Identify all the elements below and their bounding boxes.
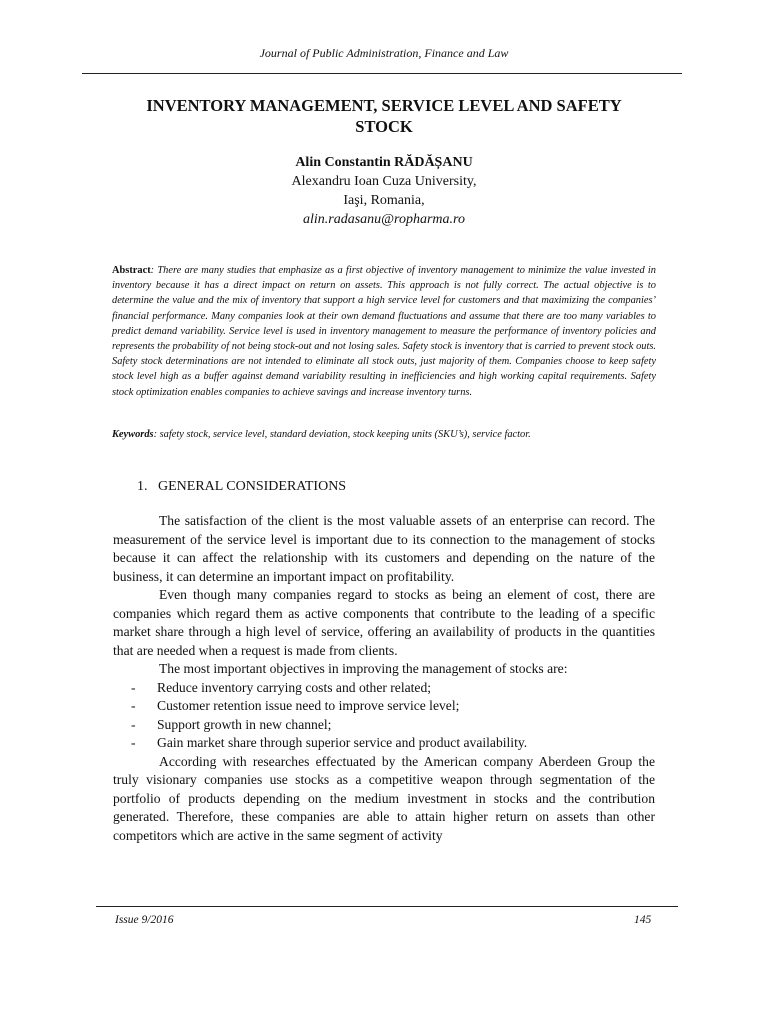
paragraph-1: The satisfaction of the client is the most valuable assets of an enterprise can record. The measurement of the service level is important due to its connection to the management of stocks because it can affect the relationship with its customers and depending on the nature of the business, it can determine an important impact on profitability.	[113, 513, 655, 584]
paper-title-line-1: INVENTORY MANAGEMENT, SERVICE LEVEL AND SAFETY	[146, 96, 622, 115]
footer-issue: Issue 9/2016	[115, 914, 174, 926]
list-item	[113, 697, 655, 716]
footer-page-number: 145	[634, 914, 652, 926]
keywords-text: : safety stock, service level, standard deviation, stock keeping units (SKU’s), service factor.	[153, 429, 531, 440]
bullet-dash: -	[131, 735, 136, 750]
paragraph-2: Even though many companies regard to stocks as being an element of cost, there are companies which regard them as active components that contribute to the leading of a specific market share through a high level of service, offering an availability of products in the quantities that are needed when a request is made from clients.	[113, 587, 655, 658]
keywords	[112, 427, 656, 442]
author-block	[0, 153, 768, 229]
section-number: 1.	[137, 479, 148, 494]
list-item-text: Reduce inventory carrying costs and other related;	[157, 679, 432, 695]
list-item	[113, 734, 655, 753]
list-item-text: Support growth in new channel;	[157, 716, 332, 732]
bullet-dash: -	[131, 679, 136, 695]
objectives-list	[113, 679, 655, 753]
keywords-label: Keywords	[112, 429, 154, 440]
bullet-dash: -	[131, 698, 136, 713]
paragraph-4: According with researches effectuated by the American company Aberdeen Group the truly visionary companies use stocks as a competitive weapon through segmentation of the portfolio of products depending on the medium investment in stocks and the contribution generated. Therefore, these companies are able to attain higher return on assets than other competitors which are active in the same segment of activity	[113, 753, 655, 843]
list-item	[113, 716, 655, 735]
abstract-text: : There are many studies that emphasize as a first objective of inventory management to minimize the value invested in inventory because it has a direct impact on return on assets. This approach is not fully correct. The actual objective is to determine the value and the mix of inventory that support a high service level for customers and that maximizing the companies’ financial performance. Many companies look at their own demand fluctuations and assume that there are too many variables to predict demand variability. Service level is used in inventory management to measure the performance of inventory policies and represents the probability of not being stock-out and not losing sales. Safety stock is inventory that is carried to prevent stock outs. Safety stock determinations are not intended to eliminate all stock outs, just majority of them. Companies choose to keep safety stock level high as a buffer against demand variability resulting in inefficiencies and high working capital requirements. Safety stock optimization enables companies to achieve savings and increase inventory turns.	[112, 265, 656, 398]
author-email[interactable]: alin.radasanu@ropharma.ro	[303, 212, 465, 227]
list-item-text: Customer retention issue need to improve service level;	[157, 698, 460, 713]
abstract	[112, 263, 656, 400]
author-location: Iaşi, Romania,	[343, 193, 425, 208]
header-rule	[82, 73, 682, 74]
paragraph-3: The most important objectives in improving the management of stocks are:	[159, 661, 568, 676]
list-item	[113, 679, 655, 698]
body-text	[113, 512, 655, 845]
author-name: Alin Constantin RĂDĂȘANU	[295, 155, 473, 170]
abstract-label: Abstract	[112, 265, 151, 276]
author-affiliation: Alexandru Ioan Cuza University,	[291, 174, 477, 189]
journal-header: Journal of Public Administration, Finance and Law	[259, 46, 509, 60]
section-heading	[137, 478, 346, 496]
paper-title	[95, 95, 673, 137]
list-item-text: Gain market share through superior service and product availability.	[157, 735, 528, 750]
paper-title-line-2: STOCK	[355, 117, 413, 136]
section-title: GENERAL CONSIDERATIONS	[158, 479, 347, 494]
footer-rule	[96, 906, 678, 907]
bullet-dash: -	[131, 716, 136, 732]
